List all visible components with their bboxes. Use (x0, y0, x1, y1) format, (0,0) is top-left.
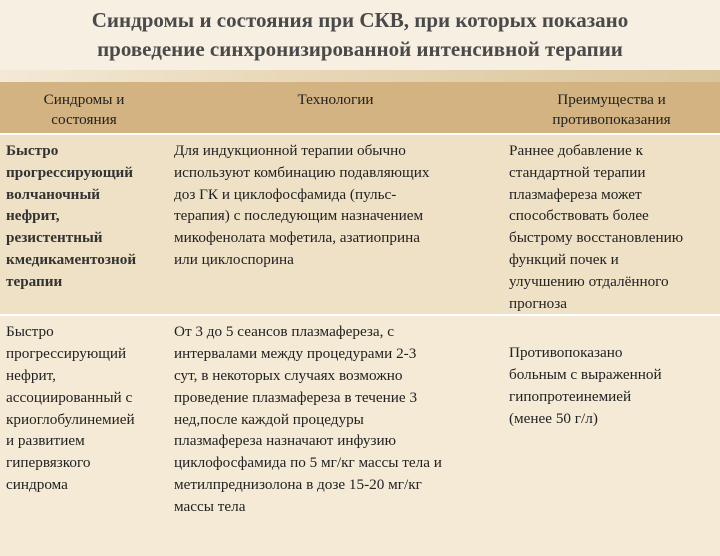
cell-text-line: Быстро (6, 323, 54, 341)
syndrome-cell (0, 134, 168, 315)
syndromes-table (0, 82, 720, 556)
cell-text-line: синдрома (6, 475, 68, 493)
cell-text-line: и развитием (6, 432, 85, 450)
cell-text-line: кмедикаментозной (6, 250, 137, 268)
cell-text-line: Противопоказано (509, 344, 623, 362)
cell-text-line: терапия) с последующим назначением (174, 207, 424, 225)
cell-text-line: улучшению отдалённого (509, 272, 669, 290)
header-text-line: состояния (51, 111, 117, 128)
header-technologies (168, 82, 503, 134)
slide-title-line-1: Синдромы и состояния при СКВ, при которых показано (91, 8, 629, 32)
header-advantages (503, 82, 720, 134)
cell-text-line: нефрит, (6, 207, 60, 225)
advantages-cell (503, 134, 720, 315)
header-text-line: Преимущества и (557, 91, 666, 108)
cell-text-line: криоглобулинемией (6, 410, 135, 428)
cell-text-line: нефрит, (6, 366, 56, 384)
cell-text-line: (менее 50 г/л) (509, 409, 598, 427)
cell-text-line: нед,после каждой процедуры (174, 410, 364, 428)
cell-text-line: волчаночный (6, 185, 101, 203)
cell-text-line: Раннее добавление к (509, 142, 643, 159)
cell-text-line: гипопротеинемией (509, 387, 632, 405)
cell-text-line: гипервязкого (6, 454, 91, 472)
cell-text-line: сут, в некоторых случаях возможно (174, 366, 403, 384)
cell-text-line: больным с выраженной (509, 366, 662, 384)
cell-text-line: резистентный (6, 229, 103, 247)
technology-cell (168, 134, 503, 315)
title-underline-bar (0, 70, 720, 82)
cell-text-line: функций почек и (509, 250, 619, 268)
cell-text-line: доз ГК и циклофосфамида (пульс- (174, 185, 397, 203)
technology-cell (168, 315, 503, 556)
header-text-line: Синдромы и (43, 91, 125, 108)
cell-text-line: терапии (6, 272, 63, 290)
cell-text-line: быстрому восстановлению (509, 229, 684, 247)
cell-text-line: массы тела (174, 497, 246, 515)
cell-text-line: микофенолата мофетила, азатиоприна (174, 229, 420, 247)
cell-text-line: циклофосфамида по 5 мг/кг массы тела и (174, 454, 442, 472)
cell-text-line: Быстро (6, 142, 59, 159)
cell-text-line: ассоциированный с (6, 388, 133, 406)
syndrome-cell (0, 315, 168, 556)
slide-title (0, 6, 720, 64)
cell-text-line: или циклоспорина (174, 250, 294, 268)
cell-text-line: прогрессирующий (6, 163, 134, 181)
cell-text-line: Для индукционной терапии обычно (174, 142, 406, 159)
cell-text-line: метилпреднизолона в дозе 15-20 мг/кг (174, 475, 422, 493)
cell-text-line: проведение плазмафереза в течение 3 (174, 388, 418, 406)
cell-text-line: прогрессирующий (6, 345, 127, 363)
cell-text-line: плазмафереза может (509, 185, 642, 203)
cell-text-line: стандартной терапии (509, 163, 646, 181)
cell-text-line: способствовать более (509, 207, 649, 225)
table-header-row (0, 82, 720, 134)
table-row (0, 134, 720, 315)
slide-title-line-2: проведение синхронизированной интенсивной терапии (97, 37, 623, 61)
cell-text-line: прогноза (509, 294, 568, 312)
header-text-line: противопоказания (552, 111, 671, 128)
cell-text-line: От 3 до 5 сеансов плазмафереза, с (174, 323, 394, 341)
table-row (0, 315, 720, 556)
cell-text-line: плазмафереза назначают инфузию (174, 432, 396, 450)
header-syndromes (0, 82, 168, 134)
advantages-cell (503, 315, 720, 556)
cell-text-line: интервалами между процедурами 2-3 (174, 345, 417, 363)
header-text-line: Технологии (297, 91, 374, 108)
cell-text-line: используют комбинацию подавляющих (174, 163, 430, 181)
